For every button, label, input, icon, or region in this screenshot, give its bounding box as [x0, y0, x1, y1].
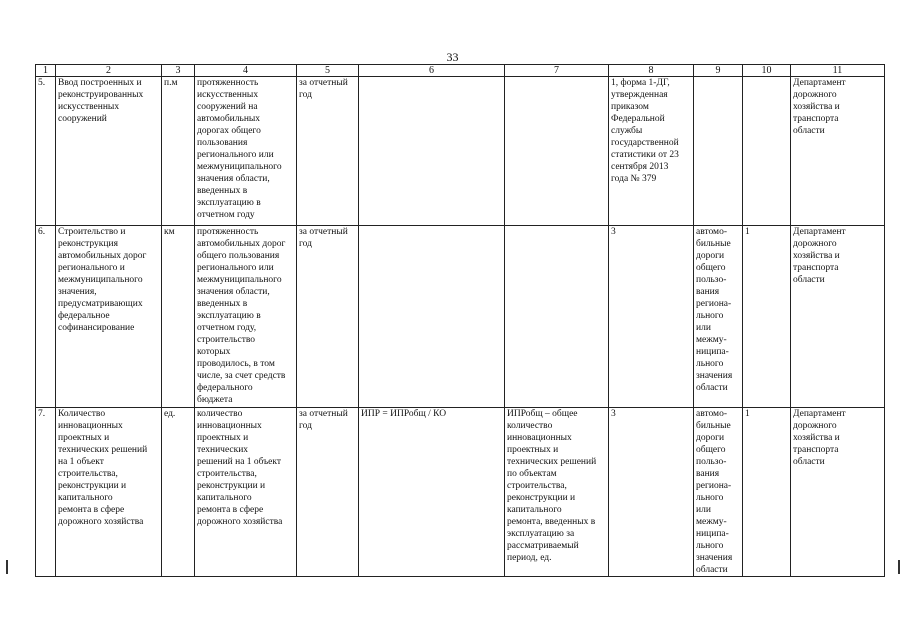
cell-line: значения области,: [197, 287, 270, 297]
table-row: [36, 408, 885, 577]
formula: [359, 226, 505, 408]
row-number: 5.: [36, 77, 56, 226]
cell-line: софинансирование: [58, 323, 135, 333]
observation-object: [694, 408, 743, 577]
cell-line: искусственных: [197, 90, 259, 100]
cell-line: пользо-: [696, 457, 727, 467]
cell-line: год: [299, 239, 312, 249]
cell-line: региона-: [696, 299, 732, 309]
cell-line: введенных в: [197, 186, 248, 196]
cell-line: ниципа-: [696, 529, 729, 539]
cell-line: эксплуатацию в: [197, 311, 261, 321]
cell-line: транспорта: [793, 445, 839, 455]
cell-line: льного: [696, 541, 724, 551]
cell-line: Количество: [58, 409, 106, 419]
cell-line: которых: [197, 347, 231, 357]
col-header: 8: [609, 65, 694, 77]
page-number: 33: [446, 50, 459, 64]
cell-line: капитального: [507, 505, 562, 515]
period: [297, 226, 359, 408]
cell-line: период, ед.: [507, 553, 552, 563]
cell-line: бильные: [696, 421, 731, 431]
cell-line: статистики от 23: [611, 150, 679, 160]
cell-line: межму-: [696, 335, 727, 345]
col-header: 6: [359, 65, 505, 77]
cell-line: ремонта, введенных в: [507, 517, 596, 527]
cell-line: предусматривающих: [58, 299, 143, 309]
cell-line: вания: [696, 287, 720, 297]
cell-line: искусственных: [58, 102, 120, 112]
cell-line: службы: [611, 126, 643, 136]
col-header: 11: [791, 65, 885, 77]
cell-line: автомобильных дорог: [197, 239, 286, 249]
cell-line: утвержденная: [611, 90, 668, 100]
cell-line: количество: [507, 421, 553, 431]
cell-line: хозяйства и: [793, 433, 840, 443]
cell-line: Федеральной: [611, 114, 665, 124]
col-header: 5: [297, 65, 359, 77]
cell-line: дорожного: [793, 421, 837, 431]
cell-line: ИПР = ИПРобщ / КО: [361, 409, 447, 419]
cell-line: федерального: [197, 383, 253, 393]
cell-line: 1, форма 1-ДГ,: [611, 78, 670, 88]
col-header: 4: [195, 65, 297, 77]
cell-line: значения области,: [197, 174, 270, 184]
header-row: [36, 65, 885, 77]
col-header: 7: [505, 65, 609, 77]
cell-line: отчетном году: [197, 210, 255, 220]
cell-line: 3: [611, 409, 616, 419]
unit: ед.: [162, 408, 195, 577]
cell-line: общего пользования: [197, 251, 280, 261]
table-row: [36, 77, 885, 226]
cell-line: отчетном году,: [197, 323, 257, 333]
cell-line: автомо-: [696, 409, 727, 419]
cell-line: автомобильных: [197, 114, 261, 124]
cell-line: проектных и: [58, 433, 110, 443]
cell-line: Департамент: [793, 409, 846, 419]
cell-line: области: [793, 275, 825, 285]
cell-line: 3: [611, 227, 616, 237]
cell-line: капитального: [197, 493, 252, 503]
indicator-definition: [195, 77, 297, 226]
cell-line: межмуниципального: [197, 275, 282, 285]
cell-line: межмуниципального: [197, 162, 282, 172]
cell-line: сооружений: [58, 114, 107, 124]
cell-line: федеральное: [58, 311, 110, 321]
cell-line: строительства,: [197, 469, 257, 479]
row-number: 7.: [36, 408, 56, 577]
cell-line: транспорта: [793, 114, 839, 124]
cell-line: Департамент: [793, 78, 846, 88]
cell-line: дорожного хозяйства: [58, 517, 144, 527]
cell-line: количество: [197, 409, 243, 419]
cell-line: области: [696, 565, 728, 575]
cell-line: за отчетный: [299, 227, 348, 237]
cell-line: числе, за счет средств: [197, 371, 286, 381]
col-header: 9: [694, 65, 743, 77]
cell-line: реконструкции и: [507, 493, 576, 503]
cell-line: Департамент: [793, 227, 846, 237]
cell-line: бильные: [696, 239, 731, 249]
cell-line: значения: [696, 553, 733, 563]
col-header: 1: [36, 65, 56, 77]
coverage: 1: [743, 408, 791, 577]
cell-line: реконструкции и: [58, 481, 127, 491]
indicator-definition: [195, 226, 297, 408]
cell-line: регионального или: [197, 263, 274, 273]
cell-line: бюджета: [197, 395, 233, 405]
cell-line: региона-: [696, 481, 732, 491]
cell-line: за отчетный: [299, 78, 348, 88]
cell-line: строительство: [197, 335, 256, 345]
cell-line: дорожного хозяйства: [197, 517, 283, 527]
cell-line: вания: [696, 469, 720, 479]
formula-legend: [505, 226, 609, 408]
cell-line: или: [696, 505, 711, 515]
cell-line: рассматриваемый: [507, 541, 579, 551]
responsible-body: [791, 77, 885, 226]
cell-line: сентября 2013: [611, 162, 669, 172]
observation-object: [694, 226, 743, 408]
period: [297, 408, 359, 577]
cell-line: государственной: [611, 138, 679, 148]
cell-line: за отчетный: [299, 409, 348, 419]
cell-line: ИПРобщ – общее: [507, 409, 578, 419]
cell-line: регионального или: [197, 150, 274, 160]
cell-line: хозяйства и: [793, 251, 840, 261]
col-header: 3: [162, 65, 195, 77]
formula-legend: [505, 77, 609, 226]
unit: п.м: [162, 77, 195, 226]
scan-edge-mark: [6, 560, 8, 574]
cell-line: автомо-: [696, 227, 727, 237]
formula-legend: [505, 408, 609, 577]
formula: [359, 408, 505, 577]
cell-line: дороги: [696, 433, 725, 443]
cell-line: общего: [696, 263, 726, 273]
responsible-body: [791, 408, 885, 577]
method: [609, 408, 694, 577]
cell-line: технических: [197, 445, 249, 455]
cell-line: введенных в: [197, 299, 248, 309]
table-row: [36, 226, 885, 408]
cell-line: пользования: [197, 138, 248, 148]
cell-line: значения: [696, 371, 733, 381]
cell-line: льного: [696, 359, 724, 369]
cell-line: решений на 1 объект: [197, 457, 282, 467]
row-number: 6.: [36, 226, 56, 408]
cell-line: области: [793, 126, 825, 136]
cell-line: регионального и: [58, 263, 125, 273]
cell-line: дорожного: [793, 239, 837, 249]
cell-line: инновационных: [507, 433, 572, 443]
cell-line: области: [696, 383, 728, 393]
cell-line: автомобильных дорог: [58, 251, 147, 261]
cell-line: строительства,: [58, 469, 118, 479]
cell-line: ремонта в сфере: [58, 505, 125, 515]
cell-line: дорогах общего: [197, 126, 261, 136]
cell-line: дорожного: [793, 90, 837, 100]
cell-line: реконструкция: [58, 239, 118, 249]
cell-line: протяженность: [197, 78, 259, 88]
cell-line: технических решений: [58, 445, 148, 455]
cell-line: ниципа-: [696, 347, 729, 357]
cell-line: года № 379: [611, 174, 657, 184]
cell-line: проектных и: [197, 433, 249, 443]
col-header: 2: [56, 65, 162, 77]
responsible-body: [791, 226, 885, 408]
cell-line: проектных и: [507, 445, 559, 455]
cell-line: ремонта в сфере: [197, 505, 264, 515]
formula: [359, 77, 505, 226]
cell-line: значения,: [58, 287, 97, 297]
cell-line: эксплуатацию в: [197, 198, 261, 208]
indicators-table: [35, 64, 885, 577]
cell-line: пользо-: [696, 275, 727, 285]
cell-line: проводилось, в том: [197, 359, 275, 369]
cell-line: межмуниципального: [58, 275, 143, 285]
cell-line: или: [696, 323, 711, 333]
indicator-name: [56, 408, 162, 577]
cell-line: реконструкции и: [197, 481, 266, 491]
cell-line: инновационных: [58, 421, 123, 431]
cell-line: строительства,: [507, 481, 567, 491]
cell-line: льного: [696, 311, 724, 321]
cell-line: дороги: [696, 251, 725, 261]
cell-line: хозяйства и: [793, 102, 840, 112]
cell-line: реконструированных: [58, 90, 144, 100]
unit: км: [162, 226, 195, 408]
method: [609, 77, 694, 226]
cell-line: эксплуатацию за: [507, 529, 575, 539]
indicator-definition: [195, 408, 297, 577]
cell-line: приказом: [611, 102, 649, 112]
cell-line: Ввод построенных и: [58, 78, 142, 88]
cell-line: льного: [696, 493, 724, 503]
method: [609, 226, 694, 408]
observation-object: [694, 77, 743, 226]
cell-line: общего: [696, 445, 726, 455]
scan-edge-mark: [898, 560, 900, 574]
cell-line: на 1 объект: [58, 457, 104, 467]
cell-line: технических решений: [507, 457, 597, 467]
cell-line: по объектам: [507, 469, 557, 479]
period: [297, 77, 359, 226]
cell-line: протяженность: [197, 227, 259, 237]
cell-line: год: [299, 90, 312, 100]
cell-line: инновационных: [197, 421, 262, 431]
indicator-name: [56, 77, 162, 226]
cell-line: год: [299, 421, 312, 431]
coverage: 1: [743, 226, 791, 408]
cell-line: области: [793, 457, 825, 467]
cell-line: транспорта: [793, 263, 839, 273]
cell-line: Строительство и: [58, 227, 126, 237]
cell-line: межму-: [696, 517, 727, 527]
indicator-name: [56, 226, 162, 408]
cell-line: капитального: [58, 493, 113, 503]
cell-line: сооружений на: [197, 102, 258, 112]
col-header: 10: [743, 65, 791, 77]
coverage: [743, 77, 791, 226]
